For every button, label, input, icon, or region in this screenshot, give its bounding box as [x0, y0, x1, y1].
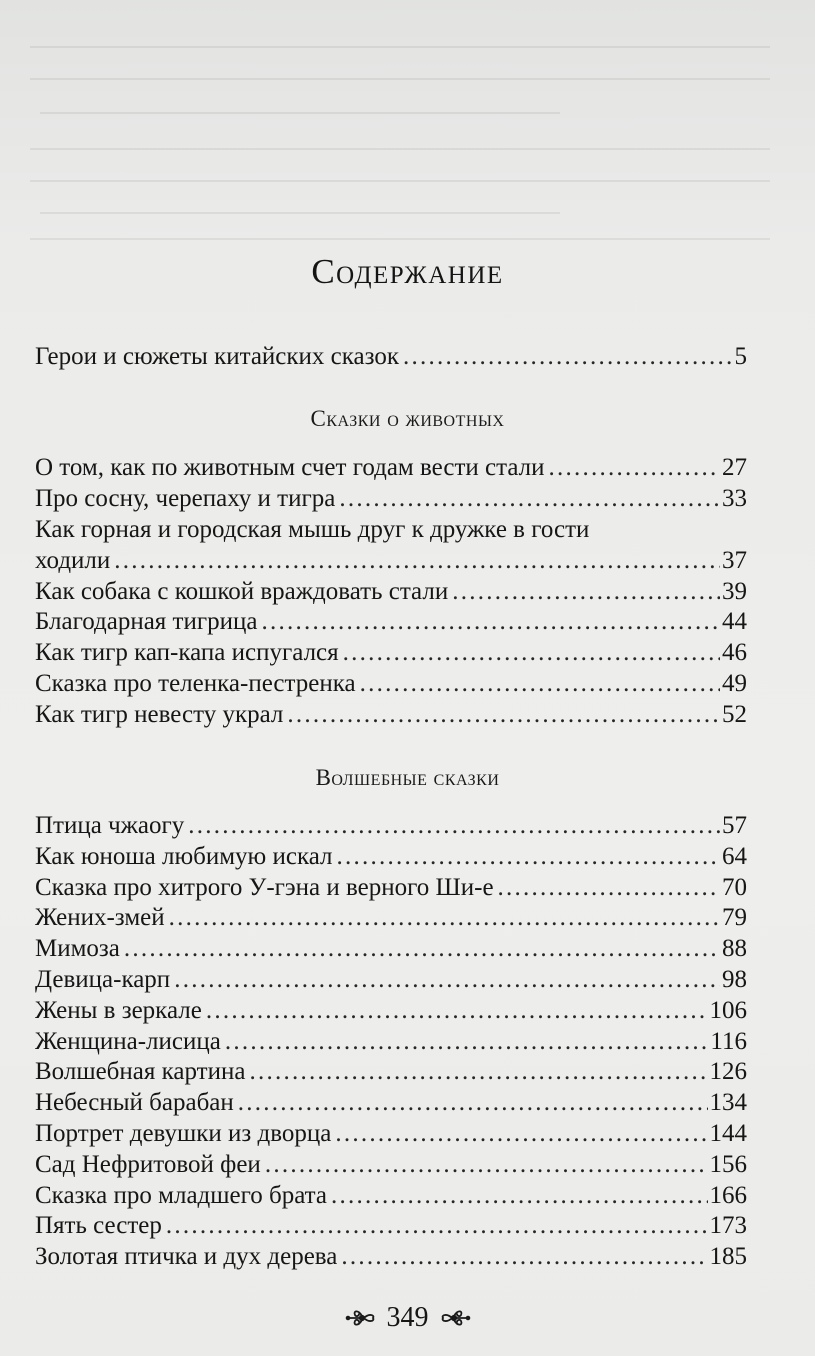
toc-entry[interactable]	[35, 810, 747, 841]
toc-entry-title: Портрет девушки из дворца	[35, 1119, 332, 1147]
dot-leader	[249, 1056, 707, 1087]
toc-entry-page: 144	[709, 1119, 747, 1147]
bleed-through-line	[30, 46, 770, 48]
floral-ornament-icon	[345, 1305, 379, 1331]
toc-entry[interactable]	[35, 699, 747, 730]
toc-entry[interactable]	[35, 1149, 747, 1180]
toc-entry[interactable]	[35, 1087, 747, 1118]
dot-leader	[261, 606, 720, 637]
toc-entry[interactable]	[35, 637, 747, 668]
toc-entry-title: Волшебная картина	[35, 1058, 246, 1086]
toc-entry-page: 98	[722, 965, 747, 993]
toc-entry-page: 33	[722, 484, 747, 512]
page-title: Содержание	[311, 252, 504, 291]
toc-entry-page: 27	[722, 454, 747, 481]
dot-leader	[114, 545, 720, 576]
toc-entry-title: Герои и сюжеты китайских сказок	[35, 343, 400, 370]
dot-leader	[287, 699, 720, 730]
toc-entry[interactable]	[35, 1210, 747, 1241]
toc-entry-page: 79	[722, 904, 747, 932]
toc-entry-page: 64	[722, 842, 747, 870]
toc-entry[interactable]	[35, 1180, 747, 1211]
toc-entry-title: Как горная и городская мышь друг к дружке в гости	[35, 515, 590, 543]
toc-entry-title: Птица чжаогу	[35, 812, 185, 839]
toc-section-list	[35, 810, 747, 1272]
bleed-through-line	[30, 180, 770, 182]
toc-entry[interactable]	[35, 964, 747, 995]
toc-entry[interactable]	[35, 995, 747, 1026]
toc-entry[interactable]	[35, 576, 747, 607]
toc-entry-title: Как тигр невесту украл	[35, 700, 284, 728]
dot-leader	[343, 637, 720, 668]
dot-leader	[341, 1241, 707, 1272]
toc-entry[interactable]	[35, 1026, 747, 1057]
dot-leader	[166, 1210, 708, 1241]
toc-entry-title: Женщина-лисица	[35, 1027, 221, 1055]
toc-entry-title: Сказка про теленка-пестренка	[35, 669, 356, 697]
toc-entry[interactable]	[35, 483, 747, 514]
bleed-through-line	[30, 148, 770, 150]
section-heading: Волшебные сказки	[315, 765, 500, 790]
dot-leader	[174, 964, 720, 995]
bleed-through-line	[30, 78, 770, 80]
page-number: 349	[386, 1302, 429, 1333]
toc-entry-page: 39	[722, 577, 747, 605]
toc-entry[interactable]	[35, 841, 747, 872]
toc-entry[interactable]	[35, 1241, 747, 1272]
toc-entry[interactable]	[35, 606, 747, 637]
dot-leader	[265, 1149, 708, 1180]
toc-entry-title: Сад Нефритовой феи	[35, 1150, 261, 1178]
dot-leader	[188, 810, 720, 841]
toc-entry-page: 46	[722, 639, 747, 667]
dot-leader	[124, 933, 720, 964]
toc-entry-page: 5	[734, 343, 747, 370]
toc-entry-page: 173	[709, 1212, 747, 1240]
toc-entry[interactable]	[35, 514, 747, 576]
toc-entry[interactable]	[35, 1056, 747, 1087]
toc-intro-list	[35, 341, 747, 372]
toc-entry-title: Как собака с кошкой враждовать стали	[35, 577, 449, 605]
dot-leader	[169, 902, 720, 933]
toc-entry-title: Как тигр кап-капа испугался	[35, 639, 339, 667]
dot-leader	[452, 576, 720, 607]
toc-entry-title: Сказка про младшего брата	[35, 1181, 327, 1209]
toc-entry-page: 166	[709, 1181, 747, 1209]
dot-leader	[549, 452, 720, 483]
dot-leader	[339, 483, 720, 514]
toc-entry[interactable]	[35, 452, 747, 483]
toc-entry-page: 37	[722, 546, 747, 574]
toc-entry-title: Жены в зеркале	[35, 996, 202, 1024]
dot-leader	[403, 341, 732, 372]
toc-entry-page: 116	[710, 1027, 747, 1055]
toc-entry-page: 185	[709, 1243, 747, 1271]
toc-entry-page: 44	[722, 608, 747, 636]
bleed-through-line	[30, 238, 770, 240]
dot-leader	[337, 841, 720, 872]
toc-section-list	[35, 452, 747, 730]
bleed-through-line	[40, 112, 560, 114]
toc-entry-page: 49	[722, 669, 747, 697]
toc-entry[interactable]	[35, 341, 747, 372]
toc-entry-page: 106	[709, 996, 747, 1024]
toc-entry-title: Небесный барабан	[35, 1089, 234, 1117]
toc-entry-page: 70	[722, 873, 747, 901]
toc-entry-title: Мимоза	[35, 935, 120, 963]
toc-entry-page: 57	[722, 812, 747, 839]
floral-ornament-icon	[437, 1305, 471, 1331]
dot-leader	[206, 995, 708, 1026]
dot-leader	[335, 1118, 707, 1149]
toc-entry-page: 156	[709, 1150, 747, 1178]
toc-entry-title: Сказка про хитрого У-гэна и верного Ши-е	[35, 873, 494, 901]
dot-leader	[331, 1180, 708, 1211]
toc-entry[interactable]	[35, 872, 747, 903]
toc-entry-page: 88	[722, 935, 747, 963]
toc-entry-page: 52	[722, 700, 747, 728]
dot-leader	[238, 1087, 708, 1118]
dot-leader	[225, 1026, 709, 1057]
toc-entry-title: Девица-карп	[35, 965, 171, 993]
toc-entry-title-continued: ходили	[35, 546, 111, 574]
dot-leader	[360, 668, 720, 699]
toc-entry-title: Золотая птичка и дух дерева	[35, 1243, 338, 1271]
toc-entry[interactable]	[35, 668, 747, 699]
toc-entry-page: 126	[709, 1058, 747, 1086]
toc-entry-page: 134	[709, 1089, 747, 1117]
dot-leader	[498, 872, 720, 903]
page-folio	[0, 1302, 815, 1334]
toc-entry-title: О том, как по животным счет годам вести стали	[35, 454, 545, 481]
toc-entry[interactable]	[35, 902, 747, 933]
toc-entry-title: Жених-змей	[35, 904, 165, 932]
toc-entry[interactable]	[35, 933, 747, 964]
toc-entry-title: Благодарная тигрица	[35, 608, 258, 636]
toc-entry-title: Пять сестер	[35, 1212, 162, 1240]
section-heading: Сказки о животных	[310, 406, 505, 431]
toc-entry-title: Как юноша любимую искал	[35, 842, 333, 870]
toc-entry-title: Про сосну, черепаху и тигра	[35, 484, 336, 512]
toc-entry[interactable]	[35, 1118, 747, 1149]
bleed-through-line	[40, 212, 560, 214]
